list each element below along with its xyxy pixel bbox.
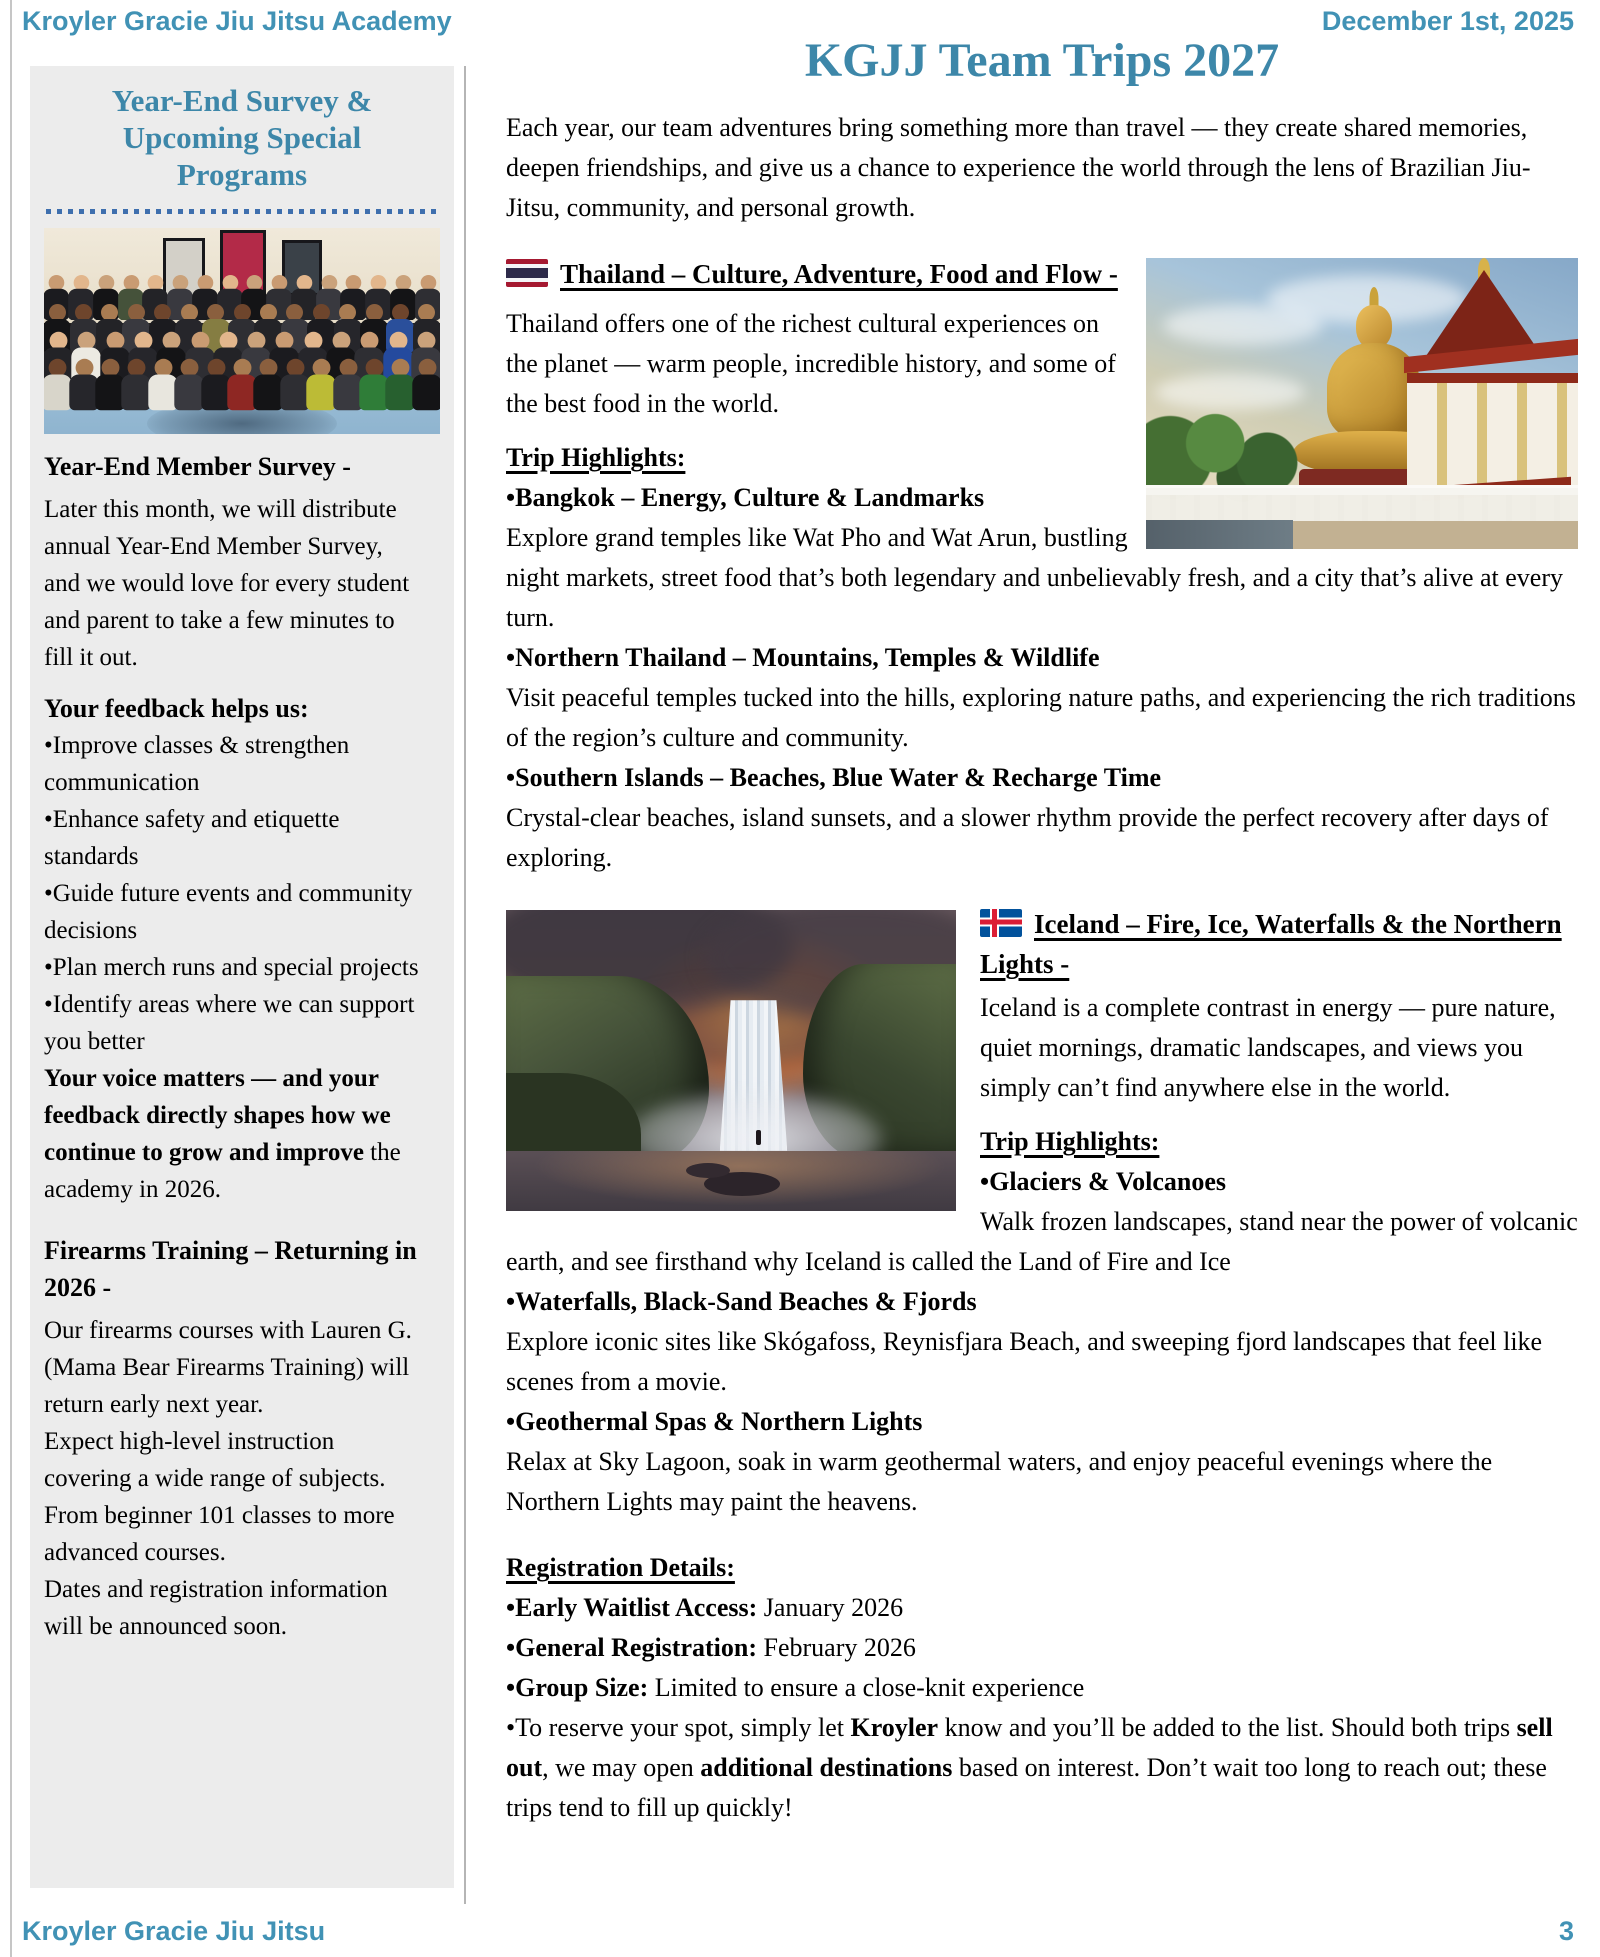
highlight-title: •Waterfalls, Black-Sand Beaches & Fjords: [506, 1287, 977, 1316]
intro-paragraph: Each year, our team adventures bring something more than travel — they create shared memories, deepen friendships, and give us a chance to experience the world through the lens of Brazilian Jiu-Jitsu, community, and personal growth.: [506, 113, 1531, 222]
thailand-section: [506, 254, 1578, 878]
registration-item: •To reserve your spot, simply let Kroyler know and you’ll be added to the list. Should both trips sell out, we may open additional destinations based on interest. Don’t wait too long to reach out; these trips tend to fill up quickly!: [506, 1713, 1553, 1822]
registration-item: •Early Waitlist Access: January 2026: [506, 1593, 904, 1622]
highlight-title: •Glaciers & Volcanoes: [980, 1167, 1226, 1196]
thailand-photo: [1146, 258, 1578, 549]
footer-academy-name: Kroyler Gracie Jiu Jitsu: [22, 1916, 326, 1946]
header-date: December 1st, 2025: [1321, 6, 1574, 36]
highlight-description: Visit peaceful temples tucked into the hills, exploring nature paths, and experiencing the rich traditions of the region’s culture and community.: [506, 683, 1576, 752]
highlight-description: Crystal-clear beaches, island sunsets, and a slower rhythm provide the perfect recovery after days of exploring.: [506, 803, 1549, 872]
thailand-heading: Thailand – Culture, Adventure, Food and Flow -: [506, 254, 1578, 294]
firearms-paragraph: Dates and registration information will be announced soon.: [44, 1576, 388, 1640]
survey-body: Later this month, we will distribute annual Year-End Member Survey, and we would love for every student and parent to take a few minutes to fill it out.: [44, 496, 410, 671]
dotted-divider: [46, 209, 438, 214]
highlight-title: •Southern Islands – Beaches, Blue Water & Recharge Time: [506, 763, 1162, 792]
survey-closing: Your voice matters — and your feedback directly shapes how we continue to grow and improve the academy in 2026.: [44, 1065, 401, 1203]
trip-highlights-label: Trip Highlights:: [506, 443, 686, 472]
registration-section: [506, 1548, 1578, 1828]
survey-heading: Year-End Member Survey -: [44, 452, 351, 481]
main-article: [506, 34, 1578, 1828]
feedback-bullet: •Plan merch runs and special projects: [44, 954, 419, 981]
white-fence: [1146, 485, 1578, 523]
iceland-flag-icon: [980, 909, 1022, 937]
firearms-paragraph: Expect high-level instruction covering a wide range of subjects. From beginner 101 classes to more advanced courses.: [44, 1428, 395, 1566]
feedback-bullet: •Enhance safety and etiquette standards: [44, 806, 340, 870]
thailand-intro: Thailand offers one of the richest cultural experiences on the planet — warm people, incredible history, and some of the best food in the world.: [506, 309, 1116, 418]
sidebar: [30, 66, 454, 1888]
article-title: KGJJ Team Trips 2027: [804, 34, 1280, 87]
page-left-border: [10, 0, 12, 1957]
highlight-title: •Geothermal Spas & Northern Lights: [506, 1407, 923, 1436]
highlight-description: Walk frozen landscapes, stand near the power of volcanic earth, and see firsthand why Iceland is called the Land of Fire and Ice: [506, 1207, 1578, 1276]
sidebar-title: Year-End Survey & Upcoming Special Programs: [111, 83, 373, 192]
registration-heading: Registration Details:: [506, 1553, 735, 1582]
highlight-description: Relax at Sky Lagoon, soak in warm geothermal waters, and enjoy peaceful evenings where the Northern Lights may paint the heavens.: [506, 1447, 1493, 1516]
iceland-photo: [506, 910, 956, 1211]
highlight-description: Explore iconic sites like Skógafoss, Reynisfjara Beach, and sweeping fjord landscapes that feel like scenes from a movie.: [506, 1327, 1543, 1396]
person-figure: [411, 359, 440, 410]
thailand-flag-icon: [506, 259, 548, 287]
firearms-paragraph: Our firearms courses with Lauren G. (Mama Bear Firearms Training) will return early next year.: [44, 1317, 412, 1418]
feedback-bullet: •Improve classes & strengthen communication: [44, 732, 350, 796]
walkway: [1267, 521, 1578, 549]
firearms-heading: Firearms Training – Returning in 2026 -: [44, 1236, 417, 1302]
rock: [686, 1163, 730, 1178]
team-group-photo: [44, 228, 440, 434]
canal-water: [1146, 520, 1293, 549]
iceland-heading: Iceland – Fire, Ice, Waterfalls & the Northern Lights -: [980, 909, 1562, 979]
feedback-bullet: •Guide future events and community decisions: [44, 880, 413, 944]
feedback-heading: Your feedback helps us:: [44, 694, 309, 723]
person-silhouette: [756, 1130, 761, 1145]
page-header: [22, 6, 1574, 37]
iceland-section: [506, 904, 1578, 1522]
iceland-intro: Iceland is a complete contrast in energy — pure nature, quiet mornings, dramatic landscapes, and views you simply can’t find anywhere else in the world.: [980, 993, 1556, 1102]
registration-item: •Group Size: Limited to ensure a close-knit experience: [506, 1673, 1085, 1702]
highlight-title: •Northern Thailand – Mountains, Temples & Wildlife: [506, 643, 1100, 672]
feedback-bullet: •Identify areas where we can support you better: [44, 991, 415, 1055]
footer-page-number: 3: [1558, 1916, 1574, 1946]
header-academy-name: Kroyler Gracie Jiu Jitsu Academy: [22, 6, 452, 36]
page-footer: [22, 1916, 1574, 1947]
highlight-title: •Bangkok – Energy, Culture & Landmarks: [506, 483, 985, 512]
column-divider: [464, 66, 466, 1904]
highlight-description: Explore grand temples like Wat Pho and Wat Arun, bustling night markets, street food that’s both legendary and unbelievably fresh, and a city that’s alive at every turn.: [506, 523, 1563, 632]
trip-highlights-label: Trip Highlights:: [980, 1127, 1160, 1156]
registration-item: •General Registration: February 2026: [506, 1633, 916, 1662]
